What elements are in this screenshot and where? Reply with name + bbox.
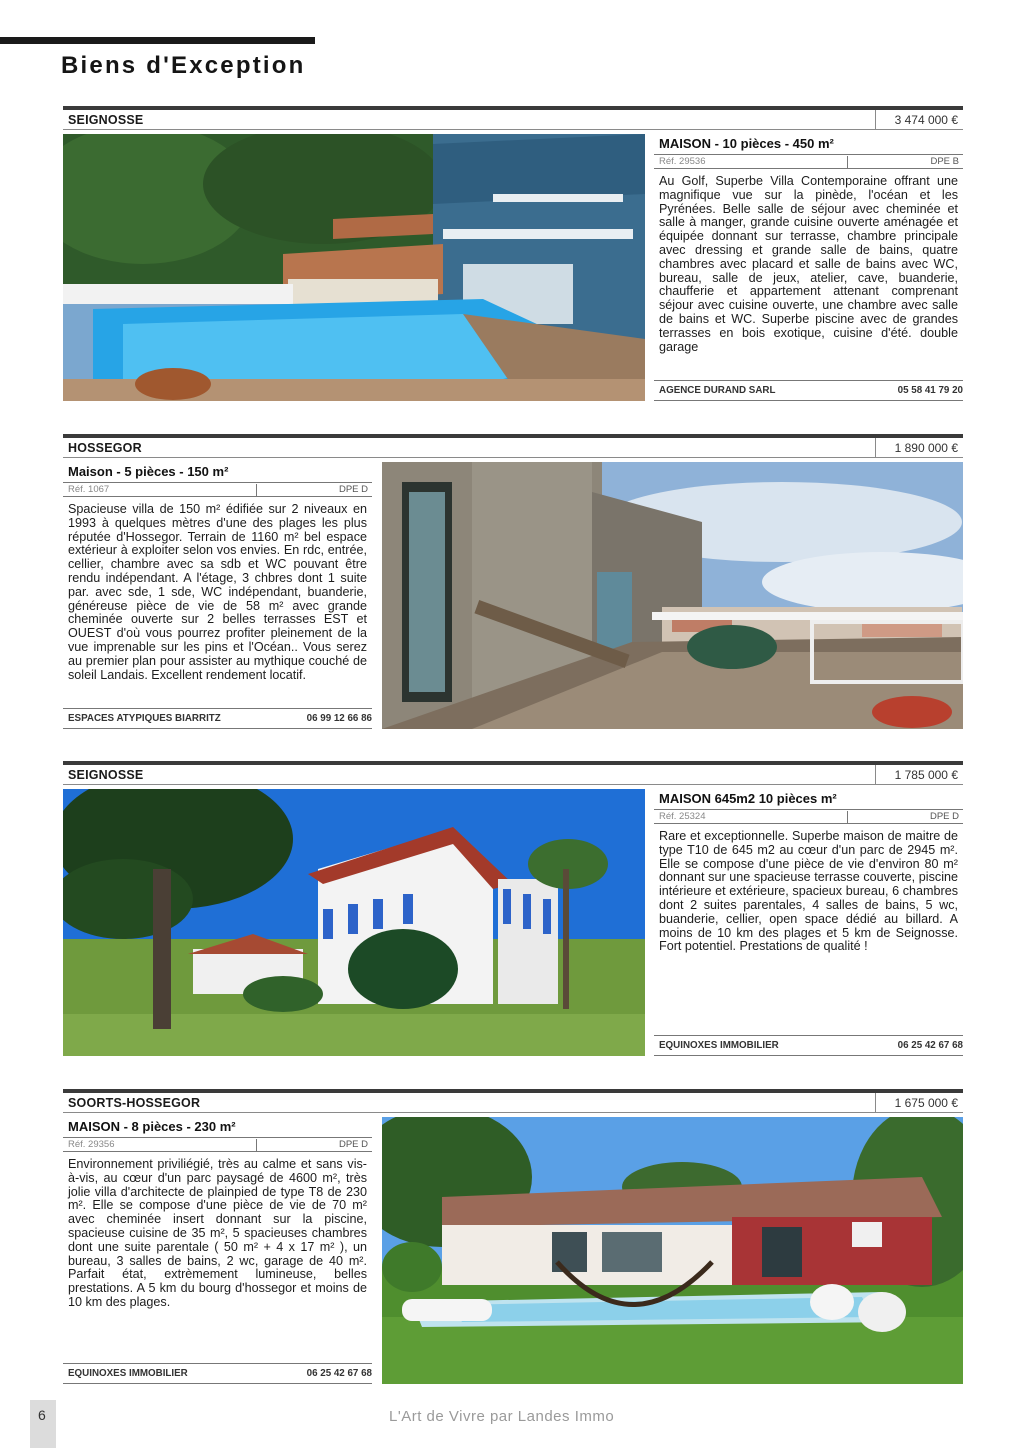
property-description: Au Golf, Superbe Villa Contemporaine offrant une magnifique vue sur la pinède, l'océan et les Pyrénées. Belle salle de séjour avec cheminée et salle à manger, grande cuisine ouverte aménagée et équipée donnant sur terrasse, chambre principale avec dressing et grande salle de bains, quatre chambres avec placard et salle de bains avec WC, bureau, salle de jeux, atelier, cave, buanderie, chaufferie et appartement attenant comprenant séjour avec cuisine ouverte, une chambre avec salle de bains et WC. Superbe piscine avec de grandes terrasses en bois exotique, cuisine d'été. double garage	[659, 174, 958, 354]
reference-row	[654, 154, 963, 169]
agency-phone: 06 25 42 67 68	[306, 1368, 372, 1379]
dpe-rating: DPE D	[847, 811, 959, 824]
listing-details	[654, 789, 963, 1056]
property-photo	[382, 462, 963, 729]
agency-row	[63, 708, 372, 729]
property-description: Environnement priviliégié, très au calme et sans vis-à-vis, au cœur d'un parc paysagé de 4600 m², très jolie villa d'architecte de plainpied de type T8 de 230 m². Elle se compose d'une pièce de vie de 70 m² avec cheminée insert donnant sur la piscine, spacieuse cuisine de 35 m², 5 spacieuses chambres dont une suite parentale ( 50 m² + 4 x 17 m² ), un bureau, 3 salles de bains, 2 wc, garage de 40 m². Parfait état, extrèmement lumineuse, belles prestations. A 5 km du bourg d'hossegor et moins de 10 km des plages.	[68, 1157, 367, 1309]
listing-price: 3 474 000 €	[875, 110, 963, 129]
listing-price: 1 785 000 €	[875, 765, 963, 784]
reference-number: Réf. 29356	[68, 1139, 115, 1150]
listing-details	[63, 1117, 372, 1384]
dpe-rating: DPE D	[256, 484, 368, 497]
footer-publication-name: L'Art de Vivre par Landes Immo	[389, 1408, 615, 1425]
agency-name: ESPACES ATYPIQUES BIARRITZ	[68, 713, 221, 724]
property-type: MAISON 645m2 10 pièces m²	[659, 791, 837, 806]
property-type: Maison - 5 pièces - 150 m²	[68, 464, 229, 479]
listing-city: SEIGNOSSE	[68, 768, 144, 782]
listing-seignosse-manor	[63, 761, 963, 1061]
top-accent-bar	[0, 37, 315, 44]
listing-seignosse-villa	[63, 106, 963, 406]
listing-details	[654, 134, 963, 401]
agency-phone: 05 58 41 79 20	[897, 385, 963, 396]
property-description: Spacieuse villa de 150 m² édifiée sur 2 niveaux en 1993 à quelques mètres d'une des plages les plus réputée d'Hossegor. Terrain de 1160 m² bel espace extérieur à exploiter selon vos envies. En rdc, entrée, cellier, chambre avec sa sdb et WC pouvant être rendu indépendant. A l'étage, 3 chbres dont 1 suite par. avec sde, 1 sde, WC indépendant, buanderie, généreuse pièce de vie de 58 m² avec grande cheminée ouverte sur 2 belles terrasses EST et OUEST d'où vous pourrez profiter pleinement de la vue imprenable sur les pins et l'Océan.. Vous serez au premier plan pour assister au mythique couché de soleil Landais. Excellent rendement locatif.	[68, 502, 367, 682]
dpe-rating: DPE D	[256, 1139, 368, 1152]
listing-city: SEIGNOSSE	[68, 113, 144, 127]
listing-details	[63, 462, 372, 729]
page-number: 6	[38, 1407, 46, 1423]
listing-header	[63, 761, 963, 785]
agency-phone: 06 25 42 67 68	[897, 1040, 963, 1051]
property-photo	[382, 1117, 963, 1384]
property-type: MAISON - 10 pièces - 450 m²	[659, 136, 834, 151]
reference-row	[63, 1137, 372, 1152]
property-type: MAISON - 8 pièces - 230 m²	[68, 1119, 236, 1134]
listing-city: HOSSEGOR	[68, 441, 142, 455]
agency-row	[63, 1363, 372, 1384]
agency-name: EQUINOXES IMMOBILIER	[68, 1368, 188, 1379]
listing-header	[63, 434, 963, 458]
listing-header	[63, 106, 963, 130]
agency-name: EQUINOXES IMMOBILIER	[659, 1040, 779, 1051]
listing-city: SOORTS-HOSSEGOR	[68, 1096, 201, 1110]
reference-row	[63, 482, 372, 497]
reference-number: Réf. 25324	[659, 811, 706, 822]
listing-price: 1 890 000 €	[875, 438, 963, 457]
agency-name: AGENCE DURAND SARL	[659, 385, 776, 396]
listing-header	[63, 1089, 963, 1113]
dpe-rating: DPE B	[847, 156, 959, 169]
agency-phone: 06 99 12 66 86	[306, 713, 372, 724]
reference-row	[654, 809, 963, 824]
listing-hossegor-villa	[63, 434, 963, 734]
reference-number: Réf. 29536	[659, 156, 706, 167]
property-photo	[63, 789, 645, 1056]
property-photo	[63, 134, 645, 401]
listing-soorts-hossegor-villa	[63, 1089, 963, 1389]
listing-price: 1 675 000 €	[875, 1093, 963, 1112]
agency-row	[654, 1035, 963, 1056]
reference-number: Réf. 1067	[68, 484, 110, 495]
agency-row	[654, 380, 963, 401]
property-description: Rare et exceptionnelle. Superbe maison de maitre de type T10 de 645 m2 au cœur d'un parc de 2945 m². Elle se compose d'une pièce de vie d'environ 80 m² donnant sur une spacieuse terrasse couverte, piscine intérieure et extérieure, spacieux bureau, 6 chambres dont 2 suites parentales, 4 salles de bains, 5 wc, buanderie, cellier, open space dédié au billard. A moins de 10 km des plages et 5 km de Seignosse. Fort potentiel. Prestations de qualité !	[659, 829, 958, 954]
page-title: Biens d'Exception	[61, 52, 306, 79]
